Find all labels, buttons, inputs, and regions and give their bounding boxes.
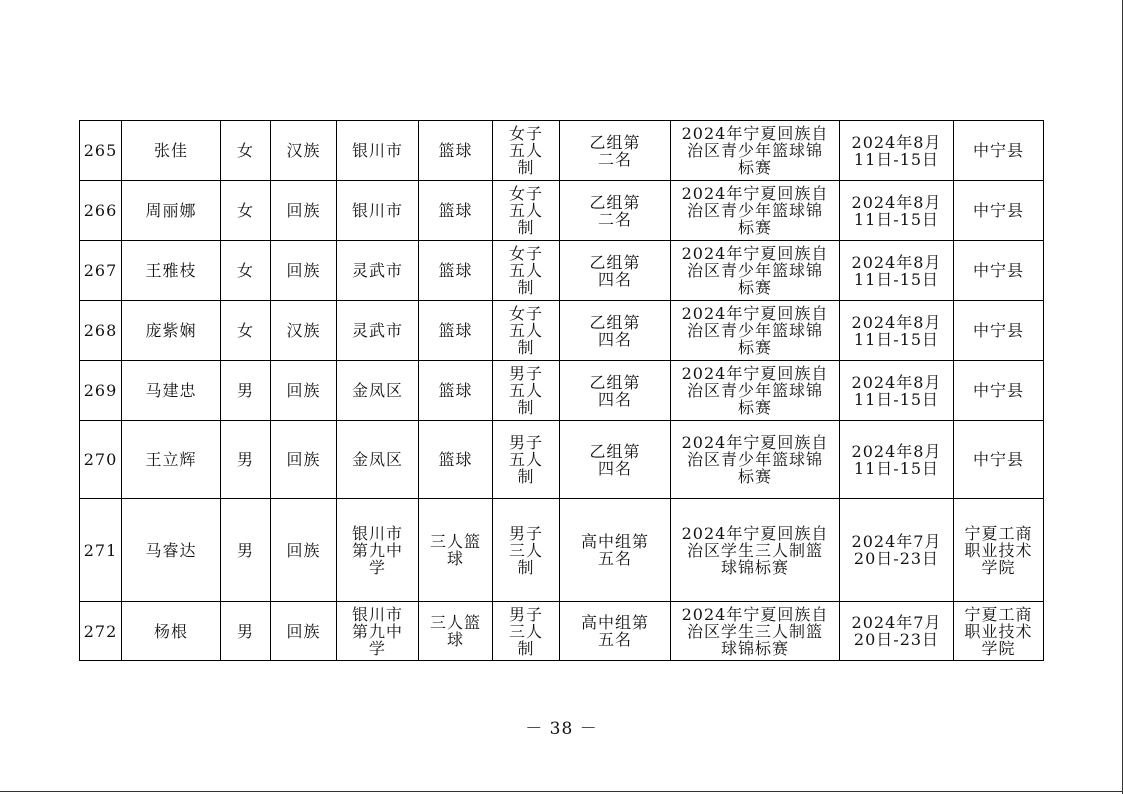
cell-ethnicity: 回族 — [271, 241, 337, 301]
cell-sport: 篮球 — [419, 181, 493, 241]
cell-ethnicity: 回族 — [271, 361, 337, 421]
cell-name: 王立辉 — [122, 421, 221, 499]
cell-region: 银川市 — [337, 181, 419, 241]
table-row — [80, 241, 1044, 301]
cell-region: 灵武市 — [337, 241, 419, 301]
table-row — [80, 181, 1044, 241]
cell-ethnicity: 汉族 — [271, 301, 337, 361]
cell-competition: 2024年宁夏回族自治区青少年篮球锦标赛 — [671, 181, 840, 241]
cell-number: 266 — [80, 181, 122, 241]
cell-result: 乙组第四名 — [560, 421, 671, 499]
cell-event: 女子五人制 — [493, 121, 560, 181]
page-number: － 38 － — [525, 719, 598, 739]
cell-name: 周丽娜 — [122, 181, 221, 241]
cell-competition: 2024年宁夏回族自治区学生三人制篮球锦标赛 — [671, 602, 840, 661]
cell-result: 乙组第四名 — [560, 301, 671, 361]
cell-region: 银川市第九中学 — [337, 602, 419, 661]
cell-event: 男子三人制 — [493, 499, 560, 602]
cell-gender: 女 — [221, 301, 271, 361]
page-edge-bottom — [0, 791, 1123, 792]
cell-sport: 三人篮球 — [419, 499, 493, 602]
cell-number: 267 — [80, 241, 122, 301]
cell-gender: 女 — [221, 181, 271, 241]
cell-date: 2024年8月11日-15日 — [840, 421, 954, 499]
cell-competition: 2024年宁夏回族自治区青少年篮球锦标赛 — [671, 361, 840, 421]
cell-date: 2024年8月11日-15日 — [840, 181, 954, 241]
cell-competition: 2024年宁夏回族自治区青少年篮球锦标赛 — [671, 301, 840, 361]
cell-venue: 中宁县 — [954, 121, 1044, 181]
cell-name: 王雅枝 — [122, 241, 221, 301]
cell-venue: 中宁县 — [954, 301, 1044, 361]
cell-sport: 篮球 — [419, 301, 493, 361]
cell-name: 杨根 — [122, 602, 221, 661]
cell-region: 金凤区 — [337, 421, 419, 499]
cell-region: 银川市 — [337, 121, 419, 181]
cell-result: 高中组第五名 — [560, 602, 671, 661]
cell-region: 银川市第九中学 — [337, 499, 419, 602]
cell-result: 乙组第二名 — [560, 181, 671, 241]
cell-competition: 2024年宁夏回族自治区青少年篮球锦标赛 — [671, 241, 840, 301]
cell-number: 265 — [80, 121, 122, 181]
cell-venue: 中宁县 — [954, 421, 1044, 499]
cell-venue: 宁夏工商职业技术学院 — [954, 602, 1044, 661]
cell-date: 2024年8月11日-15日 — [840, 241, 954, 301]
cell-gender: 男 — [221, 499, 271, 602]
cell-ethnicity: 回族 — [271, 499, 337, 602]
cell-result: 高中组第五名 — [560, 499, 671, 602]
cell-venue: 中宁县 — [954, 241, 1044, 301]
cell-venue: 中宁县 — [954, 181, 1044, 241]
cell-result: 乙组第四名 — [560, 241, 671, 301]
cell-ethnicity: 回族 — [271, 421, 337, 499]
cell-result: 乙组第四名 — [560, 361, 671, 421]
cell-event: 女子五人制 — [493, 181, 560, 241]
cell-venue: 中宁县 — [954, 361, 1044, 421]
cell-number: 270 — [80, 421, 122, 499]
cell-date: 2024年8月11日-15日 — [840, 121, 954, 181]
cell-name: 张佳 — [122, 121, 221, 181]
cell-sport: 篮球 — [419, 241, 493, 301]
cell-ethnicity: 回族 — [271, 181, 337, 241]
cell-event: 女子五人制 — [493, 301, 560, 361]
table-row — [80, 421, 1044, 499]
cell-name: 马建忠 — [122, 361, 221, 421]
table-row — [80, 121, 1044, 181]
table-row — [80, 602, 1044, 661]
cell-sport: 三人篮球 — [419, 602, 493, 661]
cell-ethnicity: 回族 — [271, 602, 337, 661]
cell-number: 268 — [80, 301, 122, 361]
cell-number: 269 — [80, 361, 122, 421]
cell-sport: 篮球 — [419, 121, 493, 181]
cell-date: 2024年7月20日-23日 — [840, 499, 954, 602]
cell-number: 272 — [80, 602, 122, 661]
cell-sport: 篮球 — [419, 361, 493, 421]
table-row — [80, 361, 1044, 421]
cell-name: 马睿达 — [122, 499, 221, 602]
cell-competition: 2024年宁夏回族自治区青少年篮球锦标赛 — [671, 421, 840, 499]
table-row — [80, 301, 1044, 361]
cell-region: 灵武市 — [337, 301, 419, 361]
cell-gender: 男 — [221, 602, 271, 661]
cell-gender: 女 — [221, 241, 271, 301]
cell-region: 金凤区 — [337, 361, 419, 421]
cell-gender: 女 — [221, 121, 271, 181]
cell-gender: 男 — [221, 361, 271, 421]
cell-number: 271 — [80, 499, 122, 602]
cell-competition: 2024年宁夏回族自治区学生三人制篮球锦标赛 — [671, 499, 840, 602]
cell-competition: 2024年宁夏回族自治区青少年篮球锦标赛 — [671, 121, 840, 181]
cell-event: 男子五人制 — [493, 421, 560, 499]
cell-name: 庞紫娴 — [122, 301, 221, 361]
cell-ethnicity: 汉族 — [271, 121, 337, 181]
cell-date: 2024年8月11日-15日 — [840, 301, 954, 361]
awards-table — [79, 120, 1044, 661]
cell-date: 2024年8月11日-15日 — [840, 361, 954, 421]
cell-gender: 男 — [221, 421, 271, 499]
cell-event: 女子五人制 — [493, 241, 560, 301]
cell-result: 乙组第二名 — [560, 121, 671, 181]
cell-sport: 篮球 — [419, 421, 493, 499]
cell-event: 男子五人制 — [493, 361, 560, 421]
cell-venue: 宁夏工商职业技术学院 — [954, 499, 1044, 602]
table-row — [80, 499, 1044, 602]
cell-event: 男子三人制 — [493, 602, 560, 661]
cell-date: 2024年7月20日-23日 — [840, 602, 954, 661]
